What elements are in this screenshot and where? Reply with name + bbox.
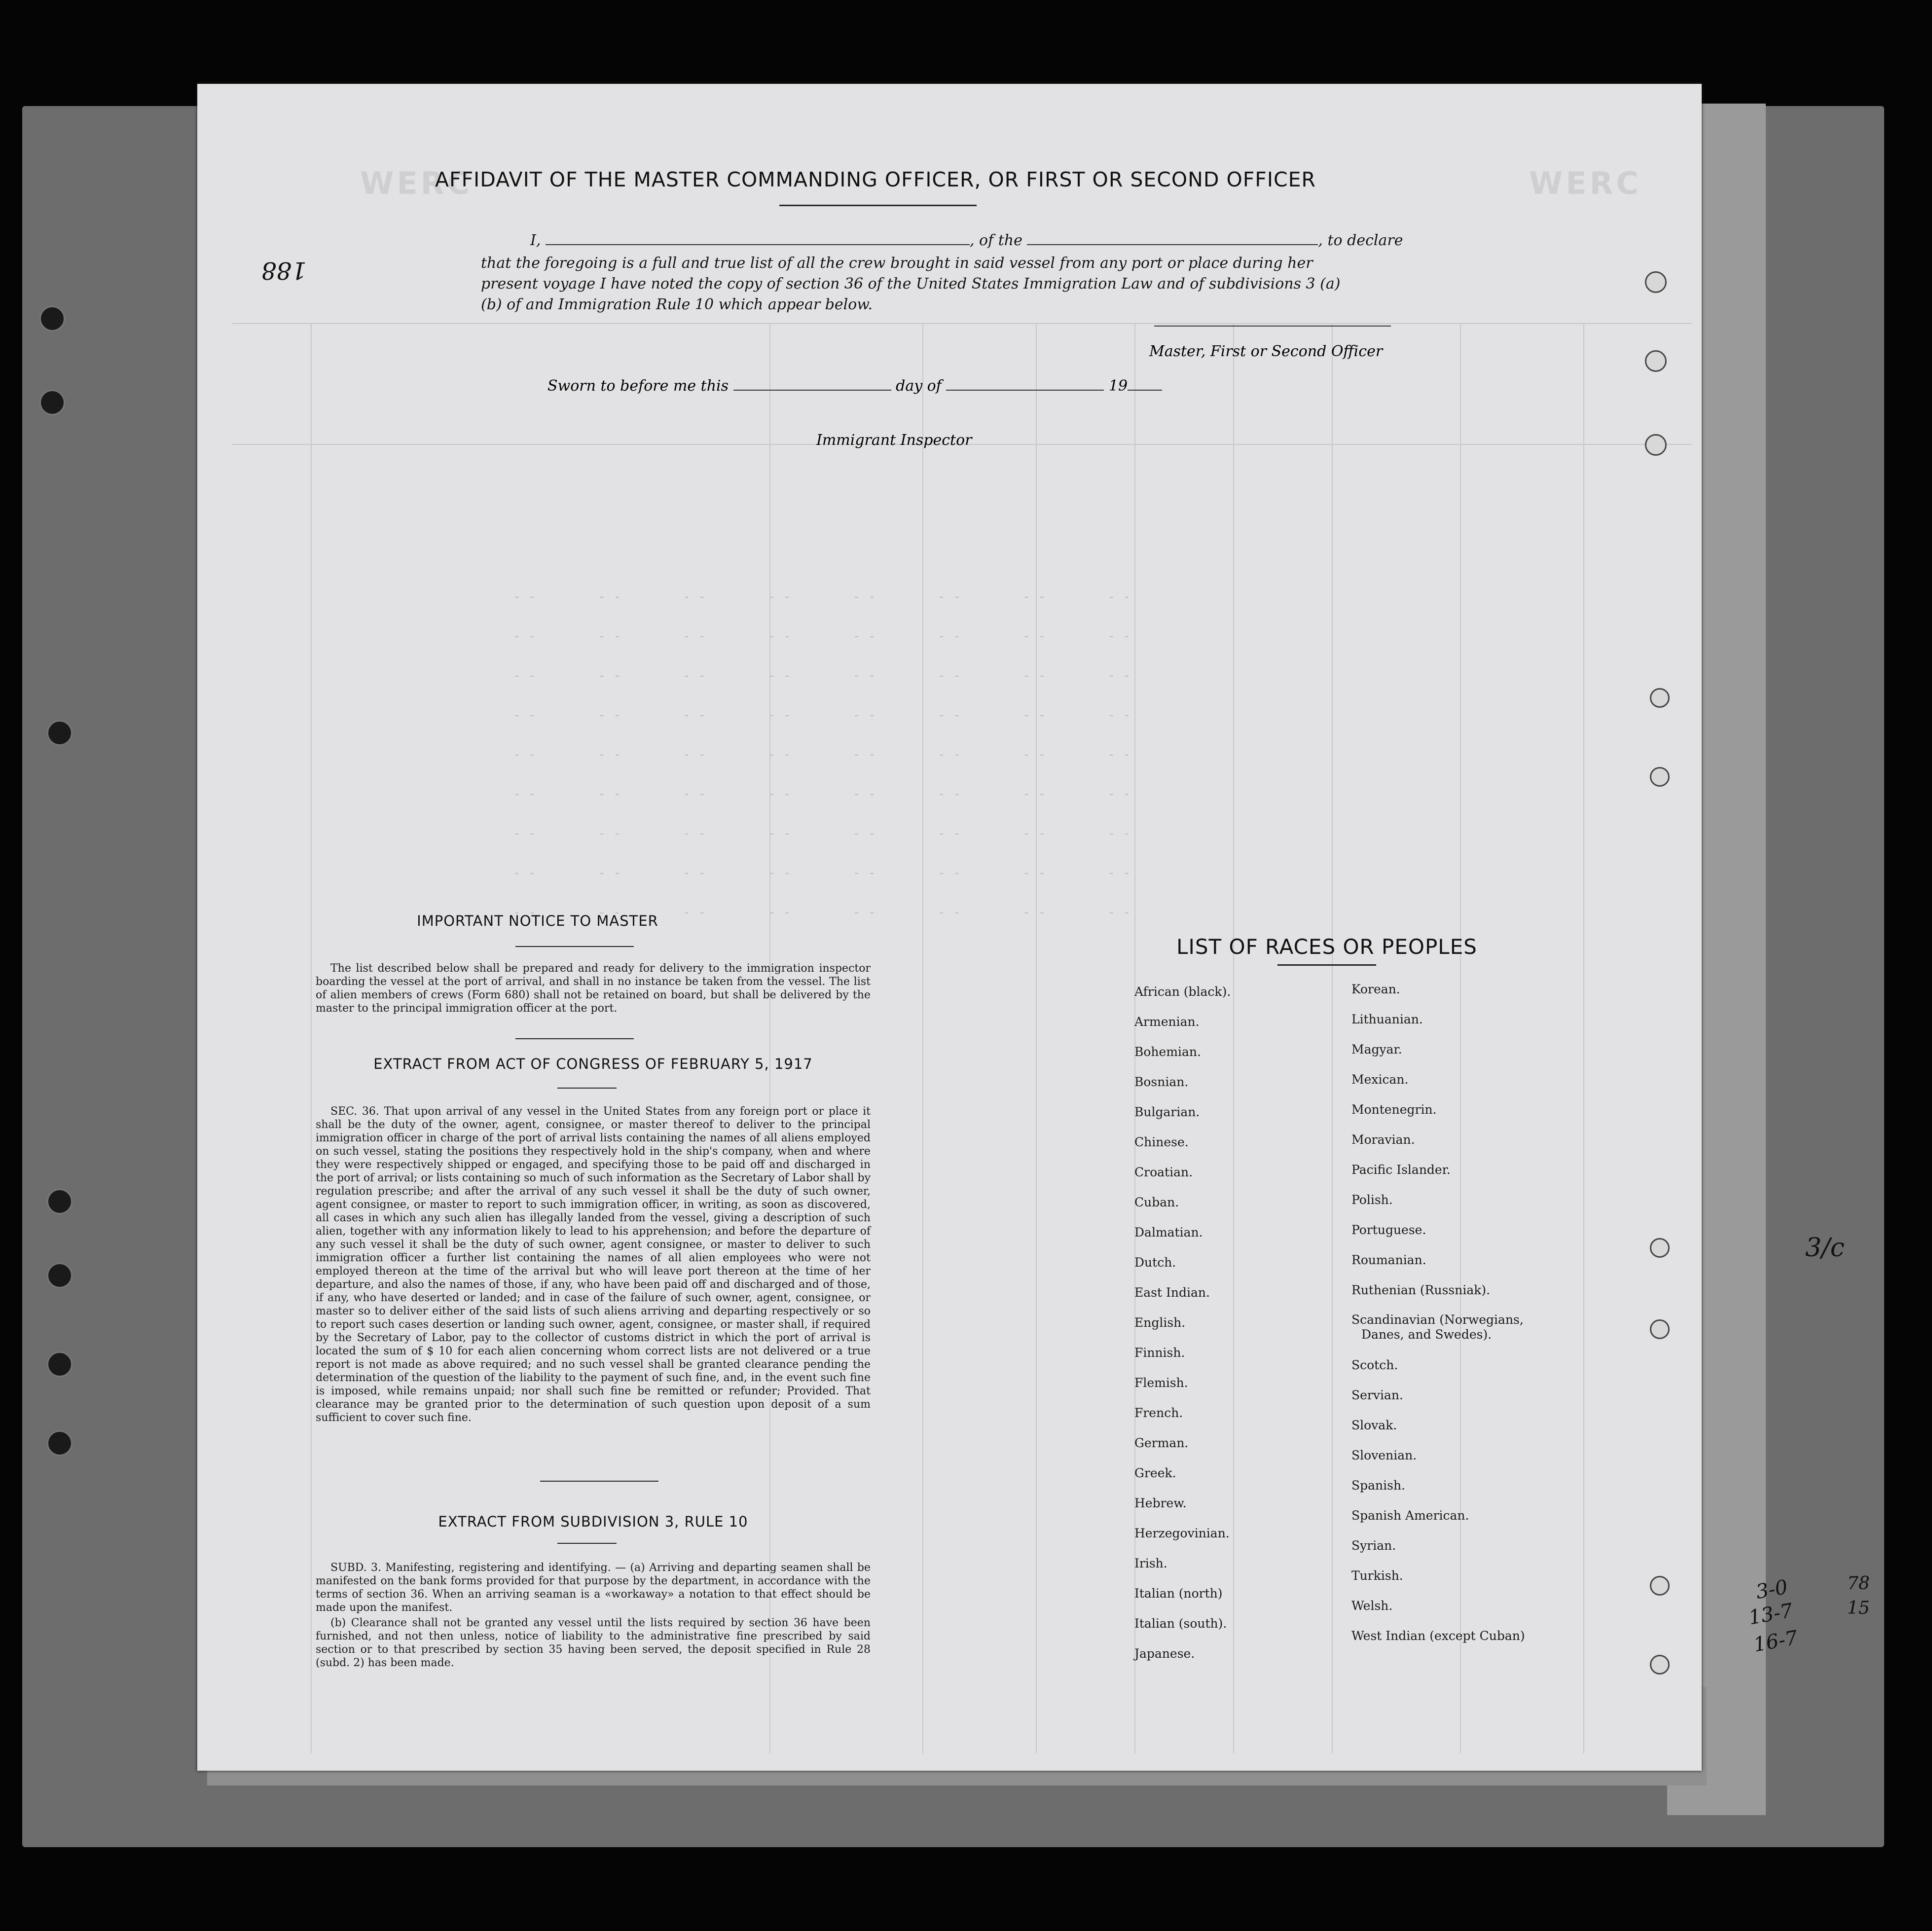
act-extract-text	[316, 1105, 871, 1426]
sworn-prefix: Sworn to before me this	[547, 377, 729, 395]
sworn-year-field[interactable]	[1128, 390, 1162, 391]
ghost-row-marks: - - - - - - - - - - - - - - - - - - - - - - - - - - - - - - - - - - - - - - - - - - - - - - - - - - - - - - - - - - - - - - - - - - - - - - - - - - - - - - - - - - - - - - - - - - - - - - - - - - - - - - - - - - - - - - - - - - - - - - - - - - - - - - - - - - - - - - - - - - - - - - - -	[513, 589, 1131, 920]
binder-hole	[1650, 1319, 1670, 1339]
master-signature-label: Master, First or Second Officer	[1149, 343, 1383, 360]
rule-extract-paragraph-b: (b) Clearance shall not be granted any vessel until the lists required by section 36 have been furnished, and not then unless, notice of liability to the administrative fine prescribed by said section or to that prescribed by section 35 having been served, the deposit specified in Rule 28 (subd. 2) has been made.	[316, 1617, 871, 1669]
notice-paragraph: The list described below shall be prepared and ready for delivery to the immigration inspector boarding the vessel at the port of arrival, and shall in no instance be taken from the vessel. The list of alien members of crews (Form 680) shall not be retained on board, but shall be delivered by the master to the principal immigration officer at the port.	[316, 962, 871, 1015]
binder-hole	[39, 306, 65, 331]
race-item: Croatian.	[1134, 1165, 1193, 1179]
race-item: Italian (north)	[1134, 1586, 1223, 1601]
race-item: Dutch.	[1134, 1255, 1176, 1270]
race-item: Ruthenian (Russniak).	[1351, 1283, 1491, 1297]
handwritten-tally: 78	[1847, 1573, 1870, 1594]
race-item: Moravian.	[1351, 1132, 1415, 1147]
master-signature-line[interactable]	[1154, 326, 1391, 327]
race-item: Scotch.	[1351, 1358, 1398, 1372]
binder-hole	[47, 1189, 73, 1214]
sworn-day-label: day of	[896, 377, 942, 395]
notice-text	[316, 962, 871, 1017]
ghost-table-column	[1036, 323, 1037, 1753]
notice-rule	[515, 946, 634, 947]
handwritten-tally: 13-7	[1747, 1599, 1795, 1630]
binder-hole	[47, 720, 73, 746]
title-rule	[779, 205, 977, 206]
ghost-table-column	[769, 323, 770, 1753]
binder-hole	[1645, 271, 1667, 293]
race-item: East Indian.	[1134, 1285, 1210, 1300]
handwritten-tally: 16-7	[1751, 1626, 1800, 1657]
affidavit-line-1-start: I,	[530, 232, 541, 249]
officer-name-field[interactable]	[546, 244, 970, 245]
ghost-header-text: WERC	[360, 165, 473, 201]
sworn-day-field[interactable]	[733, 390, 891, 391]
race-item: Slovenian.	[1351, 1448, 1417, 1462]
race-item: Polish.	[1351, 1193, 1393, 1207]
race-item: Syrian.	[1351, 1538, 1396, 1553]
race-item: Flemish.	[1134, 1376, 1188, 1390]
race-item: Lithuanian.	[1351, 1012, 1423, 1026]
act-extract-paragraph: SEC. 36. That upon arrival of any vessel in the United States from any foreign port or place it shall be the duty of the owner, agent, consignee, or master thereof to deliver to the principal immigration officer in charge of the port of arrival lists containing the names of all aliens employed on such vessel, stating the positions they respectively hold in the ship's company, when and where they were respectively shipped or engaged, and specifying those to be paid off and discharged in the port of arrival; or lists containing so much of such information as the Secretary of Labor shall by regulation prescribe; and after the arrival of any such vessel it shall be the duty of such owner, agent consignee, or master to report to such immigration officer, in writing, as soon as discovered, all cases in which any such alien has illegally landed from the vessel, giving a description of such alien, together with any information likely to lead to his apprehension; and before the departure of any such vessel it shall be the duty of such owner, agent consignee, or master to deliver to such immigration officer a further list containing the names of all alien employees who were not employed thereon at the time of the arrival but who will leave port thereon at the time of her departure, and also the names of those, if any, who have been paid off and discharged and of those, if any, who have deserted or landed; and in case of the failure of such owner, agent, consignee, or master so to deliver either of the said lists of such aliens arriving and departing respectively or so to report such cases desertion or landing such owner, agent, consignee, or master shall, if required by the Secretary of Labor, pay to the collector of customs district in which the port of arrival is located the sum of $ 10 for each alien concerning whom correct lists are not delivered or a true report is not made as above required; and no such vessel shall be granted clearance pending the determination of the question of the liability to the payment of such fine, and, in the event such fine is imposed, while remains unpaid; nor shall such fine be remitted or refunder; Provided. That clearance may be granted prior to the determination of such question upon deposit of a sum sufficient to cover such fine.	[316, 1105, 871, 1424]
race-item: Turkish.	[1351, 1568, 1403, 1583]
rule-extract-heading: EXTRACT FROM SUBDIVISION 3, RULE 10	[438, 1513, 748, 1530]
binder-hole	[47, 1351, 73, 1377]
affidavit-line-1-mid: , of the	[969, 232, 1022, 249]
ghost-table-rule	[232, 323, 1692, 324]
race-item: Mexican.	[1351, 1072, 1409, 1087]
rule-extract-paragraph-a: SUBD. 3. Manifesting, registering and identifying. — (a) Arriving and departing seamen shall be manifested on the bank forms provided for that purpose by the department, in accordance with the terms of section 36. When an arriving seaman is a «workaway» a notation to that effect should be made upon the manifest.	[316, 1562, 871, 1614]
vessel-name-field[interactable]	[1027, 244, 1318, 245]
binder-hole	[1650, 1238, 1670, 1258]
race-item: Roumanian.	[1351, 1253, 1426, 1267]
race-item: French.	[1134, 1406, 1183, 1420]
section-divider	[540, 1481, 658, 1482]
race-item: Portuguese.	[1351, 1223, 1426, 1237]
binder-hole	[1650, 1655, 1670, 1675]
binder-hole	[1650, 767, 1670, 787]
race-item: Bosnian.	[1134, 1075, 1189, 1089]
affidavit-title: AFFIDAVIT OF THE MASTER COMMANDING OFFICER, OR FIRST OR SECOND OFFICER	[435, 168, 1316, 191]
race-item: Pacific Islander.	[1351, 1163, 1451, 1177]
race-item: Scandinavian (Norwegians,	[1351, 1312, 1524, 1327]
sworn-statement	[547, 377, 1162, 395]
binder-hole	[47, 1430, 73, 1456]
section-divider	[515, 1038, 634, 1039]
race-item: Chinese.	[1134, 1135, 1189, 1149]
races-title: LIST OF RACES OR PEOPLES	[1176, 935, 1477, 959]
sworn-month-field[interactable]	[946, 390, 1104, 391]
affidavit-line-1	[530, 232, 1403, 249]
handwritten-note: 3/c	[1805, 1233, 1845, 1263]
affidavit-line-4: (b) of and Immigration Rule 10 which appear below.	[481, 296, 873, 313]
binder-hole	[47, 1263, 73, 1288]
rule-extract-text	[316, 1561, 871, 1672]
race-item: Bohemian.	[1134, 1045, 1201, 1059]
race-item: Japanese.	[1134, 1646, 1195, 1661]
sworn-year-label: 19	[1108, 377, 1128, 395]
race-item: West Indian (except Cuban)	[1351, 1629, 1525, 1643]
race-item: English.	[1134, 1315, 1186, 1330]
affidavit-line-2: that the foregoing is a full and true list of all the crew brought in said vessel from any port or place during her	[481, 255, 1313, 272]
ghost-table-column	[1233, 323, 1234, 1753]
race-item: Irish.	[1134, 1556, 1167, 1570]
affidavit-line-3: present voyage I have noted the copy of section 36 of the United States Immigration Law and of subdivisions 3 (a)	[481, 275, 1341, 292]
race-item: Armenian.	[1134, 1015, 1200, 1029]
ghost-table-column	[1332, 323, 1333, 1753]
race-item: Greek.	[1134, 1466, 1176, 1480]
race-item: Montenegrin.	[1351, 1102, 1437, 1117]
race-item: Danes, and Swedes).	[1361, 1327, 1492, 1342]
races-left-column	[1134, 977, 1231, 1669]
race-item: Spanish.	[1351, 1478, 1406, 1493]
binder-hole	[1645, 350, 1667, 372]
binder-hole	[1650, 1576, 1670, 1596]
races-right-column	[1351, 974, 1525, 1651]
ghost-table-column	[922, 323, 923, 1753]
race-item: Magyar.	[1351, 1042, 1402, 1057]
race-item: Finnish.	[1134, 1346, 1185, 1360]
race-item: Servian.	[1351, 1388, 1403, 1402]
race-item: Korean.	[1351, 982, 1400, 996]
act-extract-heading: EXTRACT FROM ACT OF CONGRESS OF FEBRUARY 5, 1917	[373, 1056, 813, 1072]
binder-hole	[39, 390, 65, 415]
handwritten-tally: 3-0	[1754, 1575, 1789, 1604]
rule-extract-rule	[557, 1543, 617, 1544]
affidavit-line-1-end: , to declare	[1318, 232, 1403, 249]
ghost-table-column	[1583, 323, 1584, 1753]
race-item: Slovak.	[1351, 1418, 1397, 1432]
binder-hole	[1650, 688, 1670, 708]
races-rule	[1277, 964, 1376, 966]
race-item: Cuban.	[1134, 1195, 1179, 1209]
race-item: Dalmatian.	[1134, 1225, 1203, 1239]
binder-hole	[1645, 434, 1667, 456]
race-item: Herzegovinian.	[1134, 1526, 1230, 1540]
ghost-header-text: WERC	[1529, 165, 1641, 201]
act-extract-rule	[557, 1088, 617, 1089]
race-item: Italian (south).	[1134, 1616, 1227, 1631]
race-item: African (black).	[1134, 984, 1231, 999]
inspector-label: Immigrant Inspector	[816, 432, 972, 449]
ghost-table-column	[311, 323, 312, 1753]
race-item: Hebrew.	[1134, 1496, 1187, 1510]
handwritten-tally: 15	[1847, 1598, 1870, 1618]
race-item: Welsh.	[1351, 1599, 1393, 1613]
race-item: German.	[1134, 1436, 1189, 1450]
notice-heading: IMPORTANT NOTICE TO MASTER	[417, 912, 658, 929]
race-item: Bulgarian.	[1134, 1105, 1200, 1119]
race-item: Spanish American.	[1351, 1508, 1469, 1523]
handwritten-page-number: 188	[261, 256, 307, 284]
